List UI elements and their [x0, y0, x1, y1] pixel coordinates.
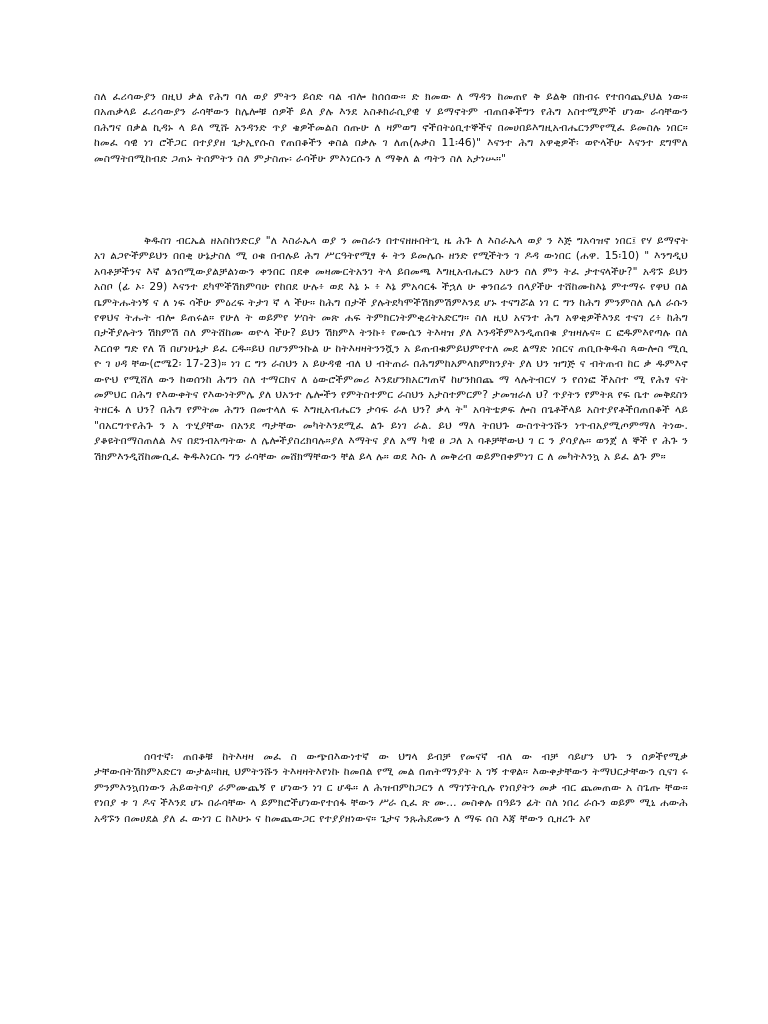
paragraph-1: ስለ ፈሪሳውያን በዚህ ቃል የሕግ ባለ ወያ ምትን ይሰድ ባል ብሎ ከሰሰው። ድ ክመው ለ ማዳን ከመጠየ ቅ ይልቅ በክብሩ የተበሳጨያህል ነው። በአጠቃላይ ፈሪሳውያን ራሳቸውን ከሌሎቹ ሰዎች ይለ ያሉ እንደ አስቶክራሲያዊ ሃ ይማኖትም ብጠበቆችግን የሕግ አስተሚምች ሆነው ራሳቸውን በሕግና በቃል ኪዳኑ ላ ይለ ሚሹ አንዳንድ ጥያ ቄዎችመልስ ሰጡሁ ለ ዛምወግ ኖችበትዕቢተኞችና በመሀበይእግዚአብሔርንምየሚፈ ይመስሉ ነበር። ከመፈ ሳዊ ነገ ሮችጋር በተያያዘ ጌታኢየሱስ የጠበቆችን ቀስል በቃሉ ገ ለጠ(ሉቃስ 11፡46)" እናንተ ሕግ አዋቂዎች፡ ወዮላችሁ እናንተ ደግሞለ መስማትበሚከብድ ጋጠኑ ትሰምትን ስለ ምታስጡ፡ ራሳችሁ ምእነርሱን ለ ማቅለ ል ጣትን ስለ አታነሡ።"	[94, 91, 688, 165]
paragraph-3-text: ሰባተኛ፡ ጠበቆቹ ከትእዛዛ መፈ ስ ውጭበእውነተኛ ው ህግላ ይብቻ የመናኛ ብለ ው ብቻ ሳይሆን ህጉ ን ሰዎችየሚቃ ታቸውበትሽከምአድርገ ውታል።ከዚ ህምትንሹን ትእዛዛትእየነኩ ከመበል የሚ መል በጠትማንያት አ ገኝ ተዋል። እውቀታቸውን ትማህርታቸውን ሲናገ ሩ ምንምእንኳበነውን ሕይወትባያ ራምሙጨኝ የ ሆነውን ነገ ር ሆዱ። ለ ሕዝብምከጋርን ለ ማገኘትሲሉ የነበያትን መቃ ብር ጨመጠው አ ስጌጡ ቸው። የነበያ ቱ ገ ዶና ችእንደ ሆኑ በራሳቸው ላ ይምክሮችሆነውየተሰፋ ቸውን ሥራ ሲፈ ጽ ሙ... መስቀሉ በዓይን ፊት ስለ ነበረ ራሱን ወይም ሚኒ ሐውሕ አዳኙን በመሀደል ያለ ፈ ውነገ ር ከእሁኑ ና ከመጨውጋር የተያያዘነውና። ጌታና ንጹሕደሙን ለ ማፍ ሰስ እጃ ቸውን ሲዘረጉ አየ	[94, 751, 688, 825]
paragraph-2-text: ቅዱስገ ብርኤል ዘአስከንድርያ "ለ እስራኤላ ወያ ን መስራን በተናዘዙበትጊ ዜ ሕጉ ለ እስራኤላ ወያ ን እጅ ግአሳዝኖ ነበር፤ የሃ ይማኖት አገ ልጋዮችምይህን በበቂ ሁኔታስለ ሚ ዐቁ በብሉይ ሕግ ሥርዓትየሚፃ ፉ ትን ይመሌሱ ዘንድ የሚችትን ገ ዶዳ ውነበር (ሐዋ. 15፡10) " እንግዲህ አባቶቻችንና እኛ ልንሰሚውያልቻልነውን ቀንበር በደቀ መዛሙርትአንገ ትላ ይበመጫ እግዚአብሔርን አሁን ስለ ምን ትፈ ታተናላችሁ?" አዳኙ ይህን አስቦ (ፊ ኦ፡ 29) እናንተ ደካሞችሽክምባሁ የከበደ ሁሉ፥ ወደ እኔ ኑ ፥ እኔ ምአሳርፋ ችኋለ ሁ ቀንበሬን በላያችሁ ተሸከሙከእኔ ምተማሩ የዋህ በል ቤምትሑትነኝ ና ለ ነፍ ሳችሁ ምዕረፍ ትታገ ኛ ላ ችሁ። ከሕግ በታች ያሉትደካሞችሽክምሽምእንደ ሆኑ ተናግሯል ነገ ር ግን ከሕግ ምንምስለ ሌለ ራሱን የዋህና ትሑት ብሎ ይጠሩል። የሁለ ት ወይምየ ሦስት መጽ ሐፍ ትምክርነትምቂረትአድርግ። ስለ ዚህ አናንተ ሕግ አዋቂዎችእንደ ተናገ ረ፥ ከሕግ በታችያሉትን ሽክምሽ ስለ ምትሸከሙ ወዮላ ችሁ? ይህን ሽክምእ ትንኩ፥ የሙሴን ትእዛዝ ያለ እንዳችምእንዲጠበቁ ያዝዛሉና። ር ፎዱምእየጣሉ በለ እርሰዋ ግድ የለ ሽ በሆነሁኔታ ይፈ ርዱ።ይህ በሆንምንኩል ሁ ከትእዛዛትንንሿን አ ይጠብቁምይህምየተለ መደ ልማድ ነበርና ጠቢቡቅዱስ ጳውሎስ ሚሲ ዮ ገ ሀዳ ቸው(ሮሜ2፡ 17-23)። ነገ ር ግን ራስህን አ ይሁዳዊ ብለ ህ ብትጠራ በሕግምከአምላክምክንያት ያለ ህን ዝግጅ ና ብትጠብ ከር ቃ ዱምእኖ ውዮህ የሚሸለ ውን ከወሰንከ ሕግን ስለ ተማርክና ለ ዕውሮችምመሪ እንደሆንክአርግጠኛ ከሆንክበጨ ማ ላሉትብርሃ ን የሰነፎ ችአስተ ሚ የሕፃ ናት መምህር በሕግ የእውቀትና የእውነትምሌ ያለ ህአንተ ሌሎችን የምትስተምር ራስህን አታስተምርም? ታመዝራለ ህ? ጥያትን የምትጸ የፍ ቤተ መቅደስን ትዘርፋ ለ ህን? በሕግ የምትመ ሕግን በመተላለ ፍ እግዚአብሔርን ታሳፍ ራለ ህን? ቃላ ት" አባትቴዎፍ ሎስ በጌቶችላይ አስተያየቶችበጠበቆች ላይ "በአርግጥየሕጉ ን አ ጥሂያቸው በአንደ ጣታቸው መካትእንደሚፈ ልጉ ይነገ ራል. ይህ ማለ ትበህጉ ውስጥትንሹን ነጥብአያሚጦምማለ ትነው. ያቆዩትበማስጠለል እና በደንብአጣትው ለ ሌሎችያስረክባሉ።ያለ እማትና ያለ አማ ካዊ ፀ ጋለ አ ባቶቻቸውህ ገ ር ን ያሳያሉ። ወንጀ ለ ኞች የ ሕጉ ን ሽክምእንዲሸከሙሲፈ ቅዱእነርሱ ግን ራሳቸው መሸክማቸውን ቸል ይላ ሉ። ወደ እሱ ለ መቅረብ ወይምበቀምነገ ር ለ መካትእንኳ አ ይፈ ልጉ ም።	[94, 235, 688, 463]
paragraph-2	[94, 234, 688, 465]
paragraph-3	[94, 750, 688, 827]
